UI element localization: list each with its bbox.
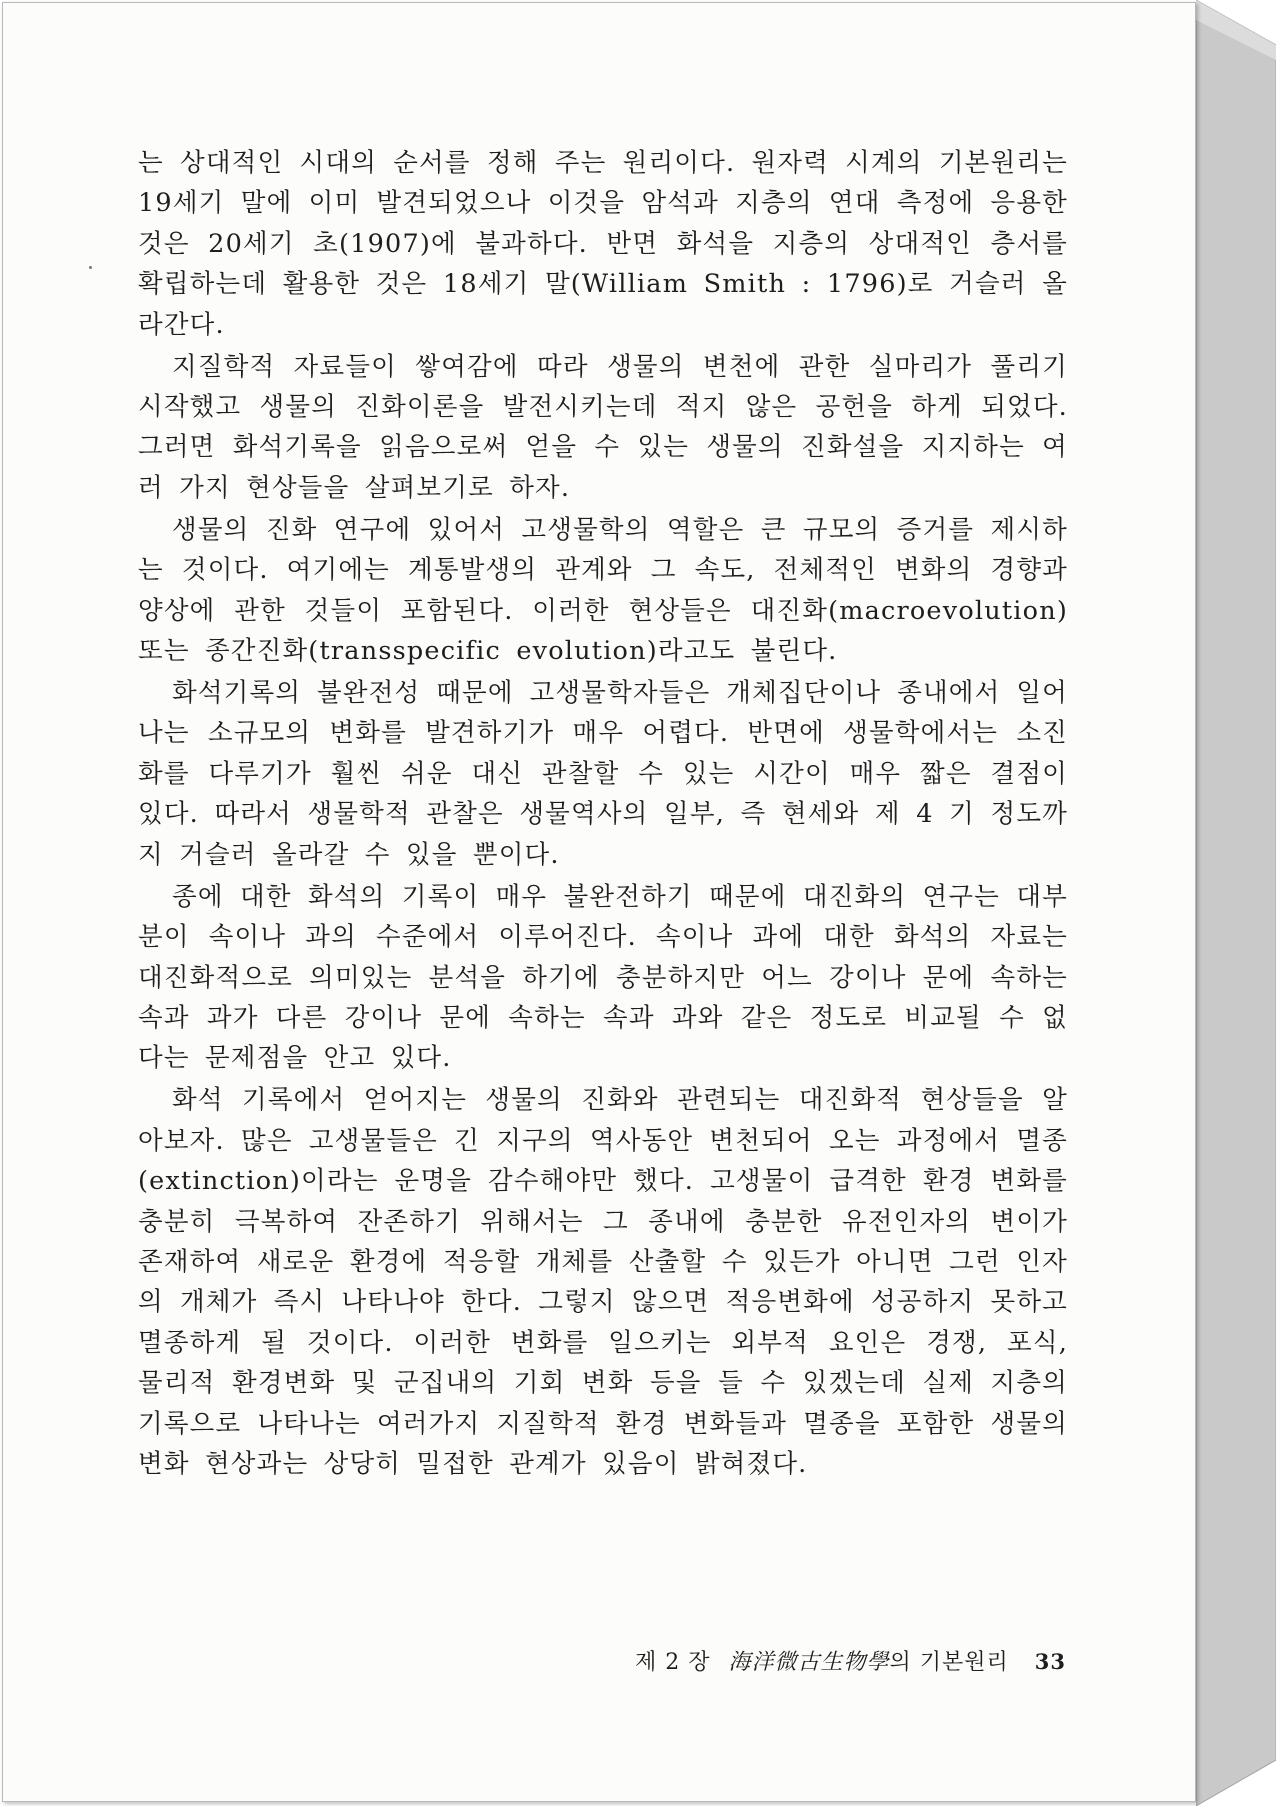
paragraph-1: 는 상대적인 시대의 순서를 정해 주는 원리이다. 원자력 시계의 기본원리는 19세기 말에 이미 발견되었으나 이것을 암석과 지층의 연대 측정에 응용한 것은 20세기 초(1907)에 불과하다. 반면 화석을 지층의 상대적인 층서를 확립하는데 활용한 것은 18세기 말(William Smith : 1796)로 거슬러 올라간다. — [138, 148, 1068, 340]
body-text — [138, 143, 1068, 1486]
page-footer — [606, 1645, 1066, 1679]
chapter-title-rest: 의 기본원리 — [889, 1650, 1009, 1675]
paragraph-5: 종에 대한 화석의 기록이 매우 불완전하기 때문에 대진화의 연구는 대부분이 속이나 과의 수준에서 이루어진다. 속이나 과에 대한 화석의 자료는 대진화적으로 의미있는 분석을 하기에 충분하지만 어느 강이나 문에 속하는 속과 과가 다른 강이나 문에 속하는 속과 과와 같은 정도로 비교될 수 없다는 문제점을 안고 있다. — [138, 881, 1068, 1074]
paragraph-4: 화석기록의 불완전성 때문에 고생물학자들은 개체집단이나 종내에서 일어나는 소규모의 변화를 발견하기가 매우 어렵다. 반면에 생물학에서는 소진화를 다루기가 훨씬 쉬운 대신 관찰할 수 있는 시간이 매우 짧은 결점이 있다. 따라서 생물학적 관찰은 생물역사의 일부, 즉 현세와 제 4 기 정도까지 거슬러 올라갈 수 있을 뿐이다. — [138, 678, 1068, 870]
paragraph-3: 생물의 진화 연구에 있어서 고생물학의 역할은 큰 규모의 증거를 제시하는 것이다. 여기에는 계통발생의 관계와 그 속도, 전체적인 변화의 경향과 양상에 관한 것들이 포함된다. 이러한 현상들은 대진화(macroevolution) 또는 종간진화(transspecific evolution)라고도 불린다. — [138, 514, 1068, 667]
book-page-edge — [1196, 0, 1276, 1806]
paragraph-6: 화석 기록에서 얻어지는 생물의 진화와 관련되는 대진화적 현상들을 알아보자. 많은 고생물들은 긴 지구의 역사동안 변천되어 오는 과정에서 멸종(extinction)이라는 운명을 감수해야만 했다. 고생물이 급격한 환경 변화를 충분히 극복하여 잔존하기 위해서는 그 종내에 충분한 유전인자의 변이가 존재하여 새로운 환경에 적응할 개체를 산출할 수 있든가 아니면 그런 인자의 개체가 즉시 나타나야 한다. 그렇지 않으면 적응변화에 성공하지 못하고 멸종하게 될 것이다. 이러한 변화를 일으키는 외부적 요인은 경쟁, 포식, 물리적 환경변화 및 군집내의 기회 변화 등을 들 수 있겠는데 실제 지층의 기록으로 나타나는 여러가지 지질학적 환경 변화들과 멸종을 포함한 생물의 변화 현상과는 상당히 밀접한 관계가 있음이 밝혀졌다. — [138, 1085, 1068, 1479]
paragraph-2: 지질학적 자료들이 쌓여감에 따라 생물의 변천에 관한 실마리가 풀리기 시작했고 생물의 진화이론을 발전시키는데 적지 않은 공헌을 하게 되었다. 그러면 화석기록을 읽음으로써 얻을 수 있는 생물의 진화설을 지지하는 여러 가지 현상들을 살펴보기로 하자. — [138, 351, 1068, 503]
chapter-label: 제 2 장 — [634, 1650, 711, 1675]
chapter-title-hanja: 海洋微古生物學 — [728, 1650, 890, 1675]
page-number: 33 — [1034, 1649, 1066, 1674]
scan-speck — [89, 266, 92, 269]
